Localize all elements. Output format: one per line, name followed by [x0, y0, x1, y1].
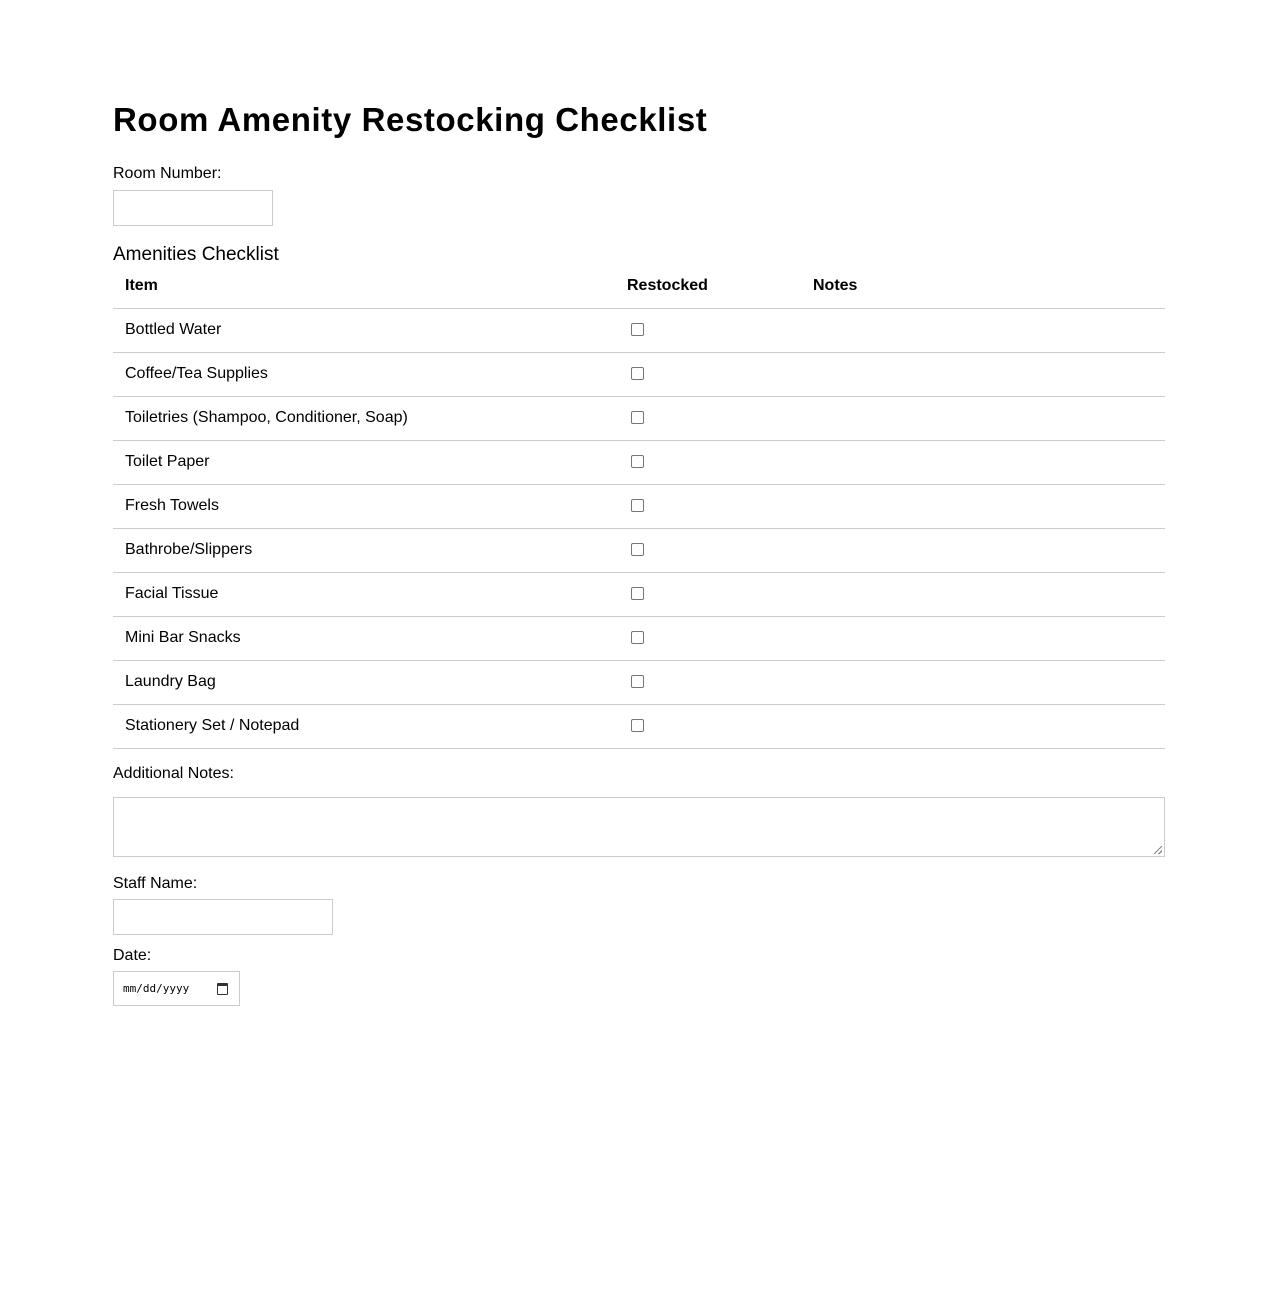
table-row — [113, 396, 1165, 440]
restocked-checkbox[interactable] — [631, 631, 644, 644]
notes-cell[interactable] — [801, 396, 1165, 440]
item-name: Toilet Paper — [113, 440, 615, 484]
amenities-heading: Amenities Checklist — [113, 244, 279, 265]
amenities-table — [113, 264, 1165, 749]
restocked-cell — [615, 484, 801, 528]
date-input[interactable] — [113, 971, 240, 1006]
room-number-label: Room Number: — [113, 165, 222, 182]
staff-name-input[interactable] — [113, 899, 333, 935]
notes-cell[interactable] — [801, 352, 1165, 396]
restocked-checkbox[interactable] — [631, 719, 644, 732]
additional-notes-label: Additional Notes: — [113, 765, 234, 782]
restocked-checkbox[interactable] — [631, 455, 644, 468]
staff-name-label: Staff Name: — [113, 875, 198, 892]
notes-cell[interactable] — [801, 616, 1165, 660]
column-header-restocked: Restocked — [615, 264, 801, 308]
notes-cell[interactable] — [801, 528, 1165, 572]
table-row — [113, 440, 1165, 484]
restocked-checkbox[interactable] — [631, 675, 644, 688]
table-row — [113, 484, 1165, 528]
additional-notes-textarea[interactable] — [113, 797, 1165, 857]
restocked-cell — [615, 396, 801, 440]
restocked-cell — [615, 616, 801, 660]
table-row — [113, 660, 1165, 704]
date-placeholder: mm/dd/yyyy — [123, 982, 190, 995]
table-row — [113, 528, 1165, 572]
restocked-checkbox[interactable] — [631, 367, 644, 380]
restocked-cell — [615, 660, 801, 704]
table-row — [113, 308, 1165, 352]
restocked-cell — [615, 352, 801, 396]
notes-cell[interactable] — [801, 572, 1165, 616]
item-name: Bottled Water — [113, 308, 615, 352]
notes-cell[interactable] — [801, 660, 1165, 704]
item-name: Laundry Bag — [113, 660, 615, 704]
table-row — [113, 616, 1165, 660]
item-name: Mini Bar Snacks — [113, 616, 615, 660]
item-name: Stationery Set / Notepad — [113, 704, 615, 748]
restocked-cell — [615, 308, 801, 352]
page-title: Room Amenity Restocking Checklist — [113, 101, 708, 138]
restocked-checkbox[interactable] — [631, 543, 644, 556]
table-row — [113, 572, 1165, 616]
restocked-checkbox[interactable] — [631, 587, 644, 600]
resize-handle-icon[interactable] — [1154, 846, 1162, 854]
restocked-checkbox[interactable] — [631, 411, 644, 424]
notes-cell[interactable] — [801, 308, 1165, 352]
item-name: Bathrobe/Slippers — [113, 528, 615, 572]
column-header-notes: Notes — [801, 264, 1165, 308]
notes-cell[interactable] — [801, 484, 1165, 528]
date-label: Date: — [113, 947, 152, 964]
calendar-icon[interactable] — [217, 983, 228, 995]
restocked-checkbox[interactable] — [631, 323, 644, 336]
item-name: Facial Tissue — [113, 572, 615, 616]
room-number-input[interactable] — [113, 190, 273, 226]
notes-cell[interactable] — [801, 704, 1165, 748]
restocked-cell — [615, 704, 801, 748]
table-row — [113, 352, 1165, 396]
item-name: Coffee/Tea Supplies — [113, 352, 615, 396]
item-name: Toiletries (Shampoo, Conditioner, Soap) — [113, 396, 615, 440]
column-header-item: Item — [113, 264, 615, 308]
restocked-cell — [615, 528, 801, 572]
restocked-cell — [615, 440, 801, 484]
restocked-cell — [615, 572, 801, 616]
restocked-checkbox[interactable] — [631, 499, 644, 512]
item-name: Fresh Towels — [113, 484, 615, 528]
table-row — [113, 704, 1165, 748]
notes-cell[interactable] — [801, 440, 1165, 484]
